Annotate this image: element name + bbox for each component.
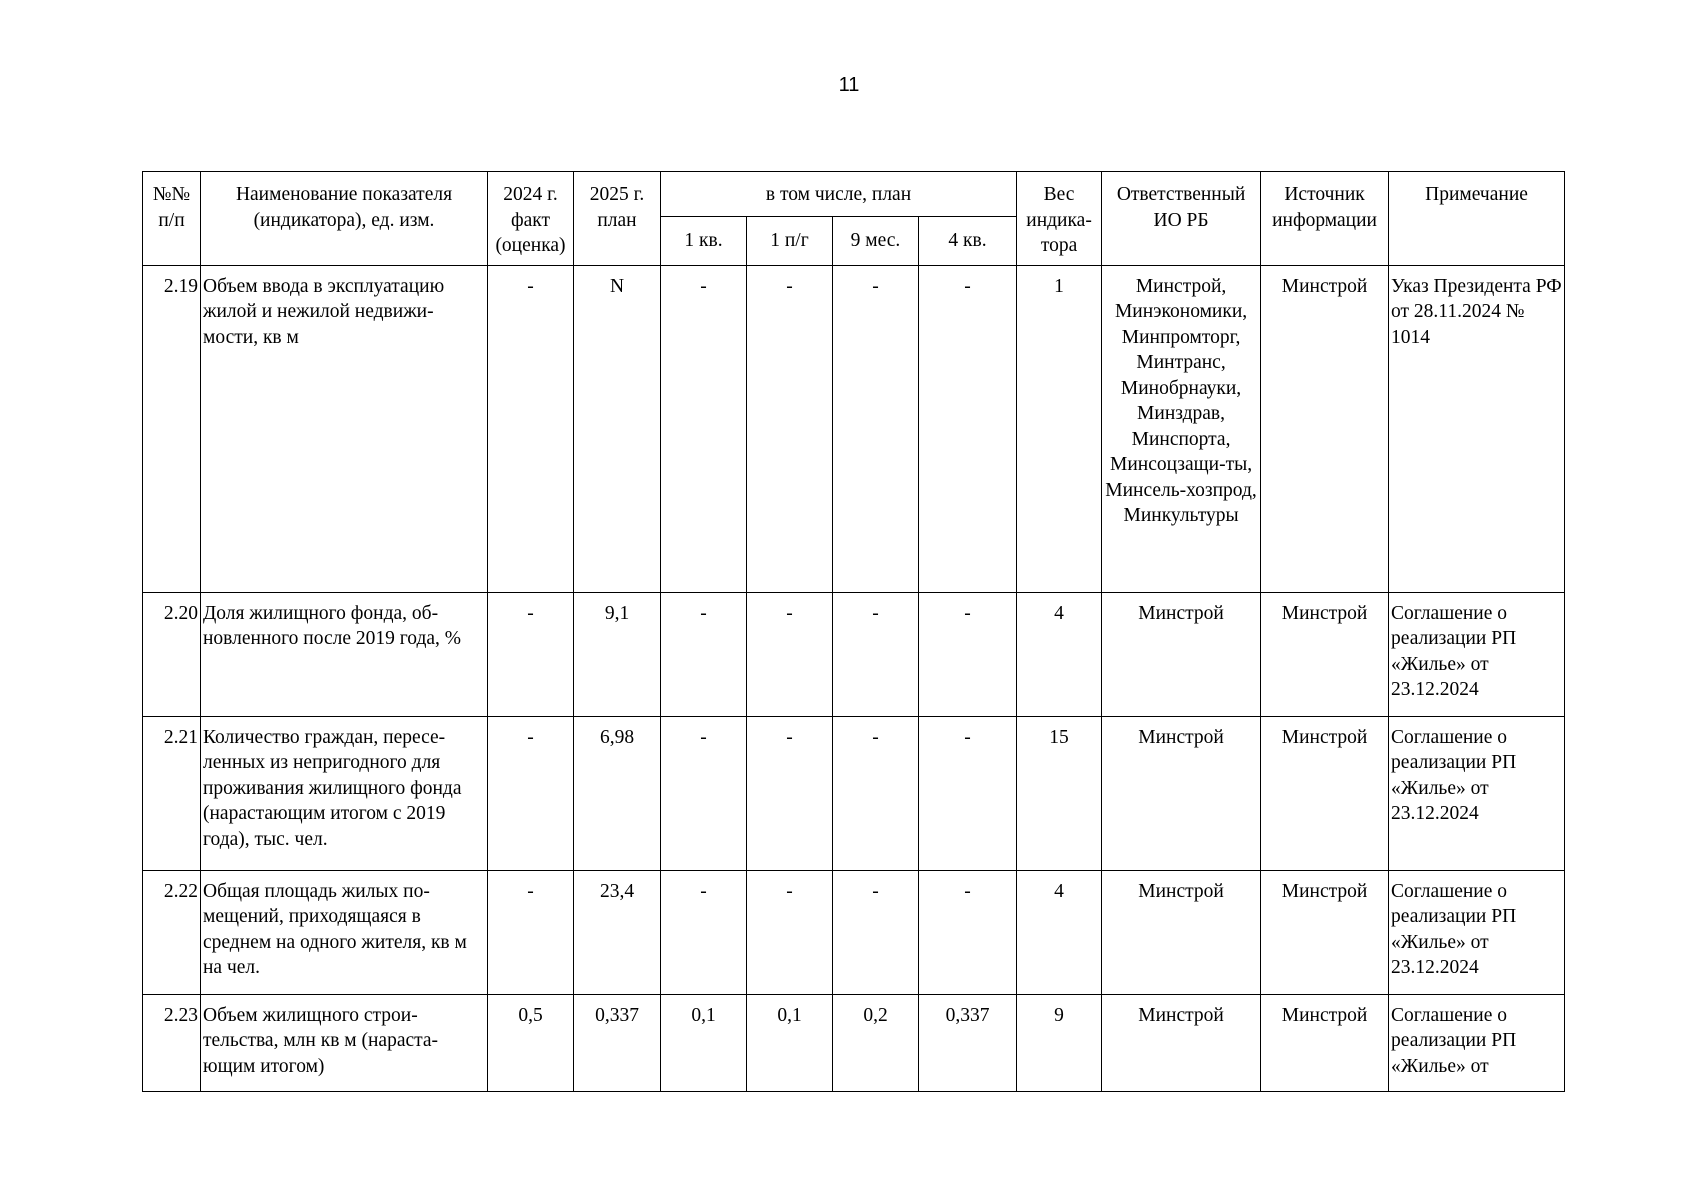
cell-q4: -: [919, 265, 1017, 592]
cell-q1: -: [661, 592, 747, 716]
header-weight: Вес индика-тора: [1017, 172, 1102, 266]
table-row: [143, 716, 1565, 870]
cell-m9: -: [833, 265, 919, 592]
cell-q4: 0,337: [919, 994, 1017, 1091]
cell-q4: -: [919, 716, 1017, 870]
cell-responsible: Минстрой: [1102, 716, 1261, 870]
cell-m9: 0,2: [833, 994, 919, 1091]
table-row: [143, 592, 1565, 716]
header-plan-2025: 2025 г. план: [574, 172, 661, 266]
cell-m9: -: [833, 716, 919, 870]
cell-num: 2.23: [143, 994, 201, 1091]
cell-responsible: Минстрой: [1102, 870, 1261, 994]
cell-plan-2025: N: [574, 265, 661, 592]
cell-q1: -: [661, 716, 747, 870]
cell-name: Доля жилищного фонда, об-новленного после 2019 года, %: [201, 592, 488, 716]
cell-fact-2024: 0,5: [488, 994, 574, 1091]
cell-source: Минстрой: [1261, 265, 1389, 592]
header-q4: 4 кв.: [919, 217, 1017, 266]
cell-m9: -: [833, 592, 919, 716]
cell-source: Минстрой: [1261, 592, 1389, 716]
header-including-plan: в том числе, план: [661, 172, 1017, 217]
cell-q1: -: [661, 870, 747, 994]
cell-h1: -: [747, 716, 833, 870]
cell-name: Объем жилищного строи-тельства, млн кв м (нараста-ющим итогом): [201, 994, 488, 1091]
cell-h1: 0,1: [747, 994, 833, 1091]
indicators-table: [142, 171, 1565, 1092]
header-note: Примечание: [1389, 172, 1565, 266]
cell-weight: 9: [1017, 994, 1102, 1091]
header-h1: 1 п/г: [747, 217, 833, 266]
cell-weight: 1: [1017, 265, 1102, 592]
cell-plan-2025: 9,1: [574, 592, 661, 716]
cell-name: Объем ввода в эксплуатацию жилой и нежилой недвижи-мости, кв м: [201, 265, 488, 592]
cell-m9: -: [833, 870, 919, 994]
cell-responsible: Минстрой: [1102, 592, 1261, 716]
cell-fact-2024: -: [488, 716, 574, 870]
cell-fact-2024: -: [488, 592, 574, 716]
cell-name: Количество граждан, пересе-ленных из непригодного для проживания жилищного фонда (нарастающим итогом с 2019 года), тыс. чел.: [201, 716, 488, 870]
header-q1: 1 кв.: [661, 217, 747, 266]
cell-responsible: Минстрой: [1102, 994, 1261, 1091]
cell-plan-2025: 0,337: [574, 994, 661, 1091]
cell-h1: -: [747, 592, 833, 716]
cell-note: Соглашение о реализации РП «Жилье» от 23.12.2024: [1389, 592, 1565, 716]
cell-note: Соглашение о реализации РП «Жилье» от 23.12.2024: [1389, 716, 1565, 870]
header-fact-2024: 2024 г. факт (оценка): [488, 172, 574, 266]
cell-weight: 4: [1017, 592, 1102, 716]
cell-q1: -: [661, 265, 747, 592]
cell-note: Соглашение о реализации РП «Жилье» от: [1389, 994, 1565, 1091]
cell-source: Минстрой: [1261, 716, 1389, 870]
table-row: [143, 265, 1565, 592]
cell-source: Минстрой: [1261, 994, 1389, 1091]
cell-h1: -: [747, 870, 833, 994]
table-row: [143, 870, 1565, 994]
cell-note: Соглашение о реализации РП «Жилье» от 23.12.2024: [1389, 870, 1565, 994]
cell-q4: -: [919, 592, 1017, 716]
cell-h1: -: [747, 265, 833, 592]
cell-weight: 15: [1017, 716, 1102, 870]
header-responsible: Ответственный ИО РБ: [1102, 172, 1261, 266]
header-row: [143, 172, 1565, 217]
header-source: Источник информации: [1261, 172, 1389, 266]
cell-name: Общая площадь жилых по-мещений, приходящаяся в среднем на одного жителя, кв м на чел.: [201, 870, 488, 994]
cell-plan-2025: 23,4: [574, 870, 661, 994]
header-m9: 9 мес.: [833, 217, 919, 266]
cell-q4: -: [919, 870, 1017, 994]
cell-fact-2024: -: [488, 265, 574, 592]
cell-num: 2.20: [143, 592, 201, 716]
cell-weight: 4: [1017, 870, 1102, 994]
cell-plan-2025: 6,98: [574, 716, 661, 870]
cell-num: 2.19: [143, 265, 201, 592]
cell-num: 2.22: [143, 870, 201, 994]
header-num: №№ п/п: [143, 172, 201, 266]
cell-responsible: Минстрой, Минэкономики, Минпромторг, Минтранс, Минобрнауки, Минздрав, Минспорта, Минсоцзащи-ты, Минсель-хозпрод, Минкультуры: [1102, 265, 1261, 592]
page-number: 11: [838, 74, 860, 96]
cell-source: Минстрой: [1261, 870, 1389, 994]
header-name: Наименование показателя (индикатора), ед. изм.: [201, 172, 488, 266]
cell-fact-2024: -: [488, 870, 574, 994]
cell-q1: 0,1: [661, 994, 747, 1091]
cell-num: 2.21: [143, 716, 201, 870]
cell-note: Указ Президента РФ от 28.11.2024 № 1014: [1389, 265, 1565, 592]
table-row: [143, 994, 1565, 1091]
